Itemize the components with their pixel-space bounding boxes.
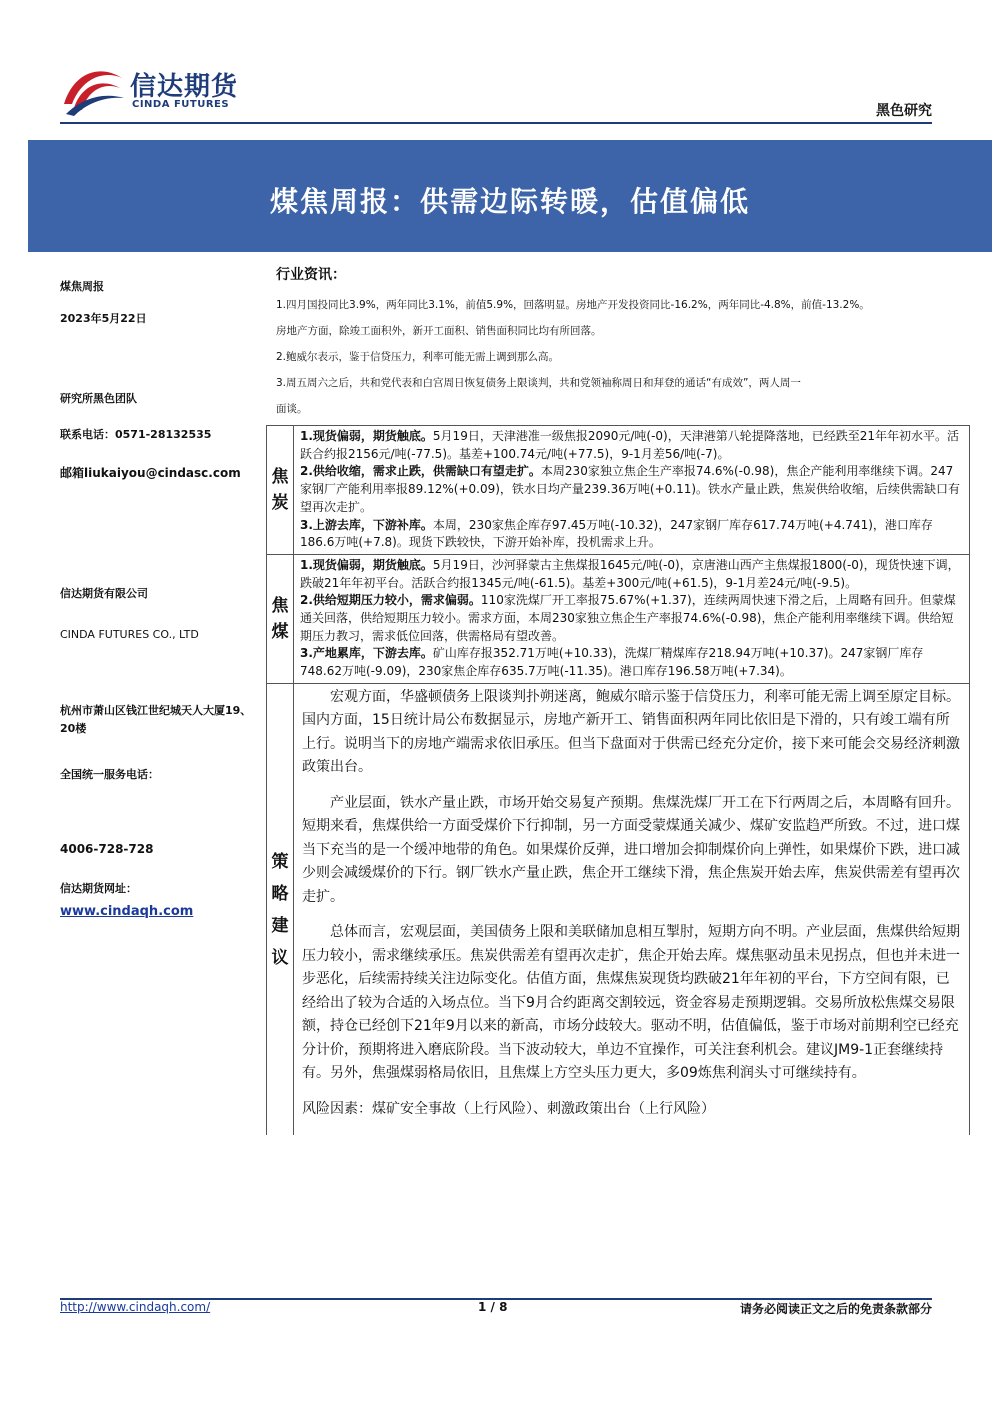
coke-point-head: 2.供给收缩，需求止跌，供需缺口有望走扩。 [300, 464, 541, 479]
footer-disclaimer: 请务必阅读正文之后的免责条款部分 [739, 1302, 932, 1316]
footer-url-link[interactable]: http://www.cindaqh.com/ [60, 1300, 211, 1314]
coke-label-text: 焦炭 [271, 466, 289, 513]
coal-point [300, 557, 963, 592]
brand-name-en: CINDA FUTURES [132, 99, 230, 110]
strategy-row [267, 683, 970, 1135]
coke-point [300, 463, 963, 516]
strategy-label-text: 策略建议 [271, 851, 289, 968]
hotline-label: 全国统一服务电话： [60, 768, 159, 781]
contact-phone: 联系电话：0571-28132535 [60, 428, 212, 441]
header-divider [60, 122, 932, 124]
coke-point-body: 5月19日，天津港准一级焦报2090元/吨(-0)，天津港第八轮提降落地，已经跌至21年年初水平。活跃合约报2156元/吨(-77.5)。基差+100.74元/吨(+77.5)，9-1月差56/吨(-7)。 [300, 429, 960, 461]
strategy-paragraph: 产业层面，铁水产量止跌，市场开始交易复产预期。焦煤洗煤厂开工在下行两周之后，本周略有回升。短期来看，焦煤供给一方面受煤价下行抑制，另一方面受蒙煤通关减少、煤矿安监趋严所致。不过，进口煤当下充当的是一个缓冲地带的角色。如果煤价反弹，进口增加会抑制煤价向上弹性，如果煤价下跌，进口减少则会减缓煤价的下行。钢厂铁水产量止跌，焦企开工继续下滑，焦企焦炭开始去库，焦炭供需差有望再次走扩。 [302, 794, 960, 905]
coke-point [300, 517, 963, 552]
logo-mark-icon [60, 58, 126, 118]
news-item: 房地产方面，除竣工面积外，新开工面积、销售面积同比均有所回落。 [276, 325, 602, 337]
news-item: 1.四月国投同比3.9%，两年同比3.1%，前值5.9%，回落明显。房地产开发投资同比-16.2%，两年同比-4.8%，前值-13.2%。 [276, 299, 870, 311]
coal-label [267, 554, 294, 683]
brand-name-cn: 信达期货 [130, 72, 239, 102]
strategy-paragraph: 总体而言，宏观层面，美国债务上限和美联储加息相互掣肘，短期方向不明。产业层面，焦煤供给短期压力较小，需求继续承压。焦炭供需差有望再次走扩，焦企开始去库。煤焦驱动虽未见拐点，但也并未进一步恶化，后续需持续关注边际变化。估值方面，焦煤焦炭现货均跌破21年年初的平台，下方空间有限，已经给出了较为合适的入场点位。当下9月合约距离交割较远，资金容易走预期逻辑。交易所放松焦煤交易限额，持仓已经创下21年9月以来的新高，市场分歧较大。驱动不明，估值偏低，鉴于市场对前期利空已经充分计价，预期将进入磨底阶段。当下波动较大，单边不宜操作，可关注套利机会。建议JM9-1正套继续持有。另外，焦强煤弱格局依旧，且焦煤上方空头压力更大，多09炼焦利润头寸可继续持有。 [302, 924, 960, 1082]
coal-point [300, 645, 963, 680]
coal-row [267, 554, 970, 683]
coke-content [294, 426, 970, 555]
risk-factors: 风险因素：煤矿安全事故（上行风险）、刺激政策出台（上行风险） [302, 1100, 715, 1117]
title-banner [28, 140, 992, 252]
page-number: 1 / 8 [478, 1300, 508, 1314]
news-heading: 行业资讯： [276, 267, 346, 283]
coal-point-head: 3.产地累库，下游去库。 [300, 646, 433, 661]
coal-point-head: 1.现货偏弱，期货触底。 [300, 557, 433, 572]
coke-point-body: 本周230家独立焦企生产率报74.6%(-0.98)，焦企产能利用率继续下调。247家钢厂产能利用率报89.12%(+0.09)，铁水日均产量239.36万吨(+0.11)。铁水产量止跌，焦炭供给收缩，后续供需缺口有望再次走扩。 [300, 464, 961, 514]
coal-point-head: 2.供给短期压力较小，需求偏弱。 [300, 593, 481, 608]
coal-point-body: 110家洗煤厂开工率报75.67%(+1.37)，连续两周快速下滑之后，上周略有回升。但蒙煤通关回落，供给短期压力较小。需求方面，本周230家独立焦企生产率报74.6%(-0.98)，焦企产能利用率继续下调。供给短期压力教习，需求低位回落，供需格局有望改善。 [300, 593, 956, 643]
section-label: 黑色研究 [876, 103, 932, 119]
company-name-en: CINDA FUTURES CO., LTD [60, 628, 199, 641]
company-address: 杭州市萧山区钱江世纪城天人大厦19、20楼 [60, 704, 252, 735]
coke-point-body: 本周，230家焦企库存97.45万吨(-10.32)，247家钢厂库存617.74万吨(+4.741)，港口库存186.6万吨(+7.8)。现货下跌较快，下游开始补库，投机需求上升。 [300, 517, 933, 550]
coke-point-head: 3.上游去库，下游补库。 [300, 517, 433, 532]
coke-point [300, 428, 963, 463]
news-item: 2.鲍威尔表示，鉴于信贷压力，利率可能无需上调到那么高。 [276, 351, 560, 363]
coke-point-head: 1.现货偏弱，期货触底。 [300, 429, 433, 443]
strategy-content [294, 683, 970, 1135]
report-date: 2023年5月22日 [60, 312, 147, 325]
coal-label-text: 焦煤 [271, 595, 289, 642]
coal-point-body: 矿山库存报352.71万吨(+10.33)，洗煤厂精煤库存218.94万吨(+10.37)。247家钢厂库存748.62万吨(-9.09)，230家焦企库存635.7万吨(-11.35)。港口库存196.58万吨(+7.34)。 [300, 646, 924, 679]
page-title: 煤焦周报：供需边际转暖，估值偏低 [269, 185, 750, 218]
research-team: 研究所黑色团队 [60, 392, 137, 405]
news-item: 面谈。 [276, 403, 308, 415]
coke-label [267, 426, 294, 555]
strategy-paragraph: 宏观方面，华盛顿债务上限谈判扑朔迷离，鲍威尔暗示鉴于信贷压力，利率可能无需上调至原定目标。国内方面，15日统计局公布数据显示，房地产新开工、销售面积两年同比依旧是下滑的，只有竣工端有所上行。说明当下的房地产端需求依旧承压。但当下盘面对于供需已经充分定价，接下来可能会交易经济刺激政策出台。 [302, 688, 960, 776]
analysis-table [266, 425, 970, 1135]
website-link[interactable]: www.cindaqh.com [60, 904, 194, 919]
hotline-number: 4006-728-728 [60, 842, 154, 856]
company-logo [60, 58, 260, 118]
coke-row [267, 426, 970, 555]
news-item: 3.周五周六之后，共和党代表和白宫周日恢复债务上限谈判，共和党领袖称周日和拜登的通话“有成效”，两人周一 [276, 377, 801, 389]
industry-news [276, 262, 966, 422]
company-name-cn: 信达期货有限公司 [60, 587, 148, 600]
coal-point-body: 5月19日，沙河驿蒙古主焦煤报1645元/吨(-0)，京唐港山西产主焦煤报1800(-0)，现货快速下调，跌破21年年初平台。活跃合约报1345元/吨(-61.5)。基差+300元/吨(+61.5)，9-1月差24元/吨(-9.5)。 [300, 557, 960, 590]
coal-point [300, 592, 963, 645]
strategy-label [267, 683, 294, 1135]
website-label: 信达期货网址： [60, 882, 137, 895]
coal-content [294, 554, 970, 683]
report-type: 煤焦周报 [60, 280, 104, 293]
contact-email: 邮箱liukaiyou@cindasc.com [60, 466, 241, 480]
